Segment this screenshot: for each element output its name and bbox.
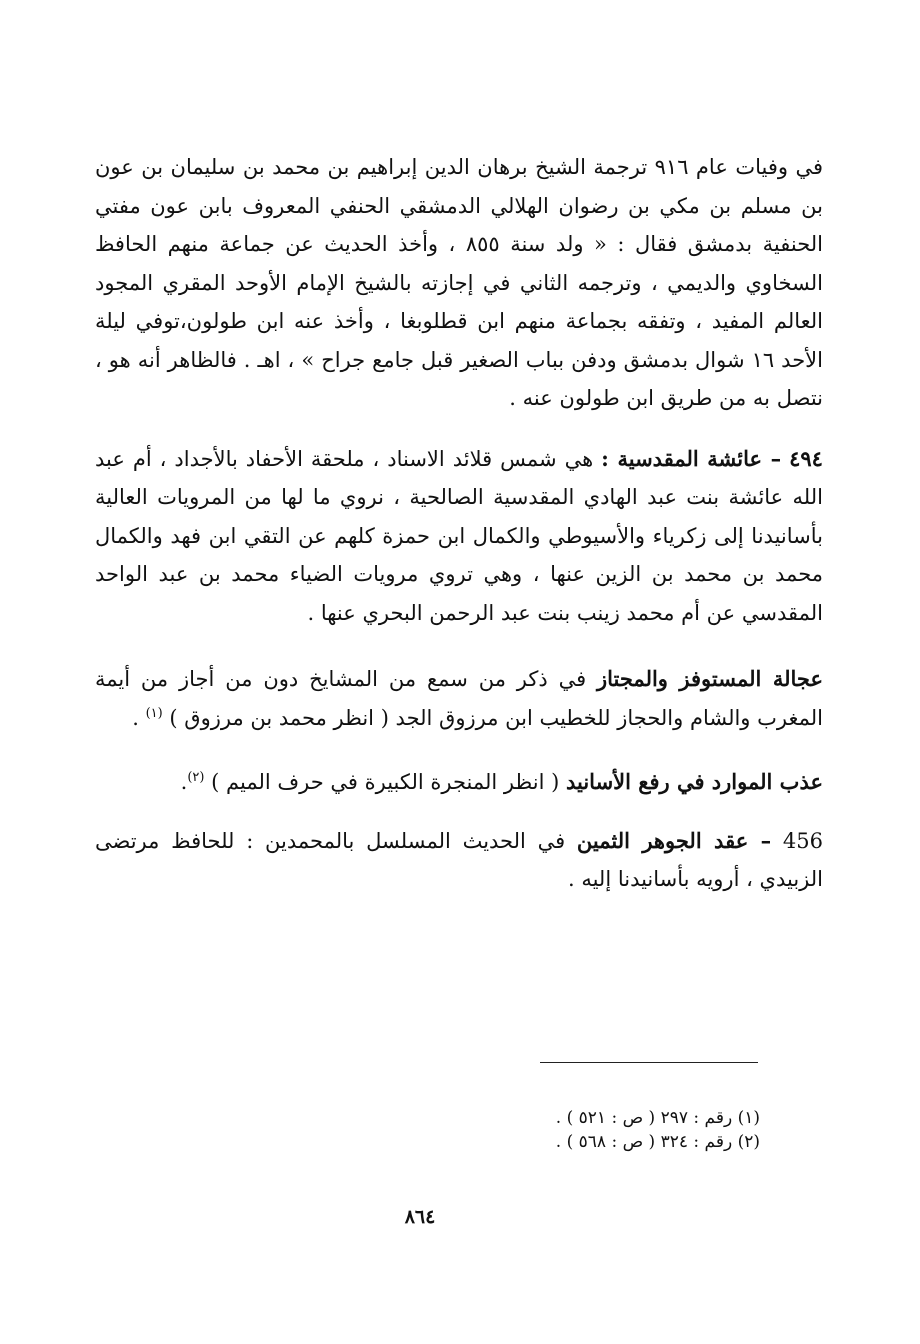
entry-title: عذب الموارد في رفع الأسانيد (565, 769, 823, 794)
footnote-ref: (٢) (187, 770, 205, 785)
footnote-divider (540, 1062, 758, 1063)
entry-text: في ذكر من سمع من المشايخ دون من أجاز من أيمة المغرب والشام والحجاز للخطيب ابن مرزوق الجد ( انظر محمد بن مرزوق ) (95, 667, 823, 730)
entry-text: هي شمس قلائد الاسناد ، ملحقة الأحفاد بالأجداد ، أم عبد الله عائشة بنت عبد الهادي المقدسية الصالحية ، نروي ما لها من المرويات العالية بأسانيدنا إلى زكرياء والأسيوطي والكمال ابن حمزة كلهم عن التقي ابن فهد والكمال محمد بن محمد بن الزين عنها ، وهي تروي مرويات الضياء محمد بن عبد الواحد المقدسي عن أم محمد زينب بنت عبد الرحمن البحري عنها . (95, 446, 823, 625)
footnote-ref: (١) (145, 705, 163, 721)
entry-text: ( انظر المنجرة الكبيرة في حرف الميم ) (211, 770, 560, 794)
entry-number: 456 (782, 828, 823, 853)
footnote-1: (١) رقم : ٢٩٧ ( ص : ٥٢١ ) . (555, 1108, 760, 1128)
paragraph-ibn-awn (95, 148, 823, 418)
entry-ujalat-al-mustawfiz (95, 660, 823, 737)
entry-tail: . (180, 770, 188, 794)
entry-title: – عائشة المقدسية : (601, 445, 782, 471)
footnotes (440, 1106, 760, 1154)
entry-number: ٤٩٤ (789, 445, 823, 471)
entry-text: في الحديث المسلسل بالمحمدين : للحافظ مرتضى الزبيدي ، أرويه بأسانيدنا إليه . (95, 828, 823, 891)
entry-iqd-al-jawhar (95, 822, 823, 899)
page-body (95, 148, 823, 899)
entry-aisha-maqdisiya (95, 440, 823, 633)
page-number: ٨٦٤ (404, 1206, 436, 1228)
entry-adhb-al-mawarid (95, 763, 823, 802)
entry-title: عجالة المستوفز والمجتاز (597, 666, 823, 691)
paragraph-text: في وفيات عام ٩١٦ ترجمة الشيخ برهان الدين إبراهيم بن محمد بن سليمان بن عون بن مسلم بن مكي بن رضوان الهلالي الدمشقي الحنفي المعروف بابن عون مفتي الحنفية بدمشق فقال : « ولد سنة ٨٥٥ ، وأخذ الحديث عن جماعة منهم الحافظ السخاوي والديمي ، وترجمه الثاني في إجازته بالشيخ الإمام الأوحد المقري المجود العالم المفيد ، وتفقه بجماعة منهم ابن قطلوبغا ، وأخذ عنه ابن طولون،توفي ليلة الأحد ١٦ شوال بدمشق ودفن بباب الصغير قبل جامع جراح » ، اهـ . فالظاهر أنه هو ، نتصل به من طريق ابن طولون عنه . (95, 155, 823, 410)
entry-tail: . (132, 705, 139, 730)
footnote-2: (٢) رقم : ٣٢٤ ( ص : ٥٦٨ ) . (555, 1132, 760, 1152)
entry-title: – عقد الجوهر الثمين (576, 827, 772, 853)
